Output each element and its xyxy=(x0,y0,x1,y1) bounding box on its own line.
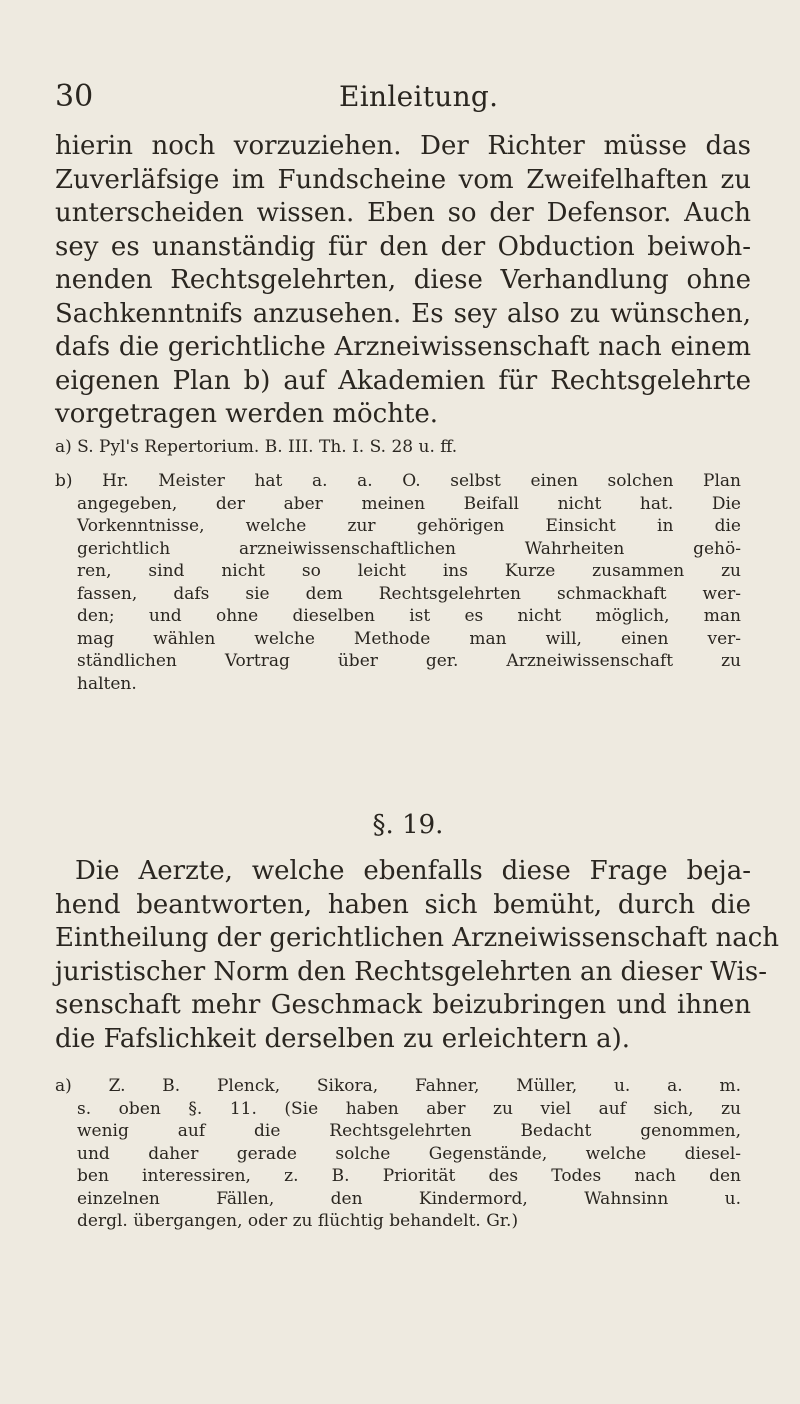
footnote-line: gerichtlich arzneiwissenschaftlichen Wahrheiten gehö- xyxy=(77,538,741,559)
text-line: Sachkenntnifs anzusehen. Es sey also zu wünschen, xyxy=(55,298,751,329)
text-line: vorgetragen werden möchte. xyxy=(55,399,439,429)
text-line: juristischer Norm den Rechtsgelehrten an dieser Wis- xyxy=(55,956,767,987)
footnote-line: b) Hr. Meister hat a. a. O. selbst einen solchen Plan xyxy=(55,471,741,491)
running-title: Einleitung. xyxy=(339,80,499,113)
footnote-line: ständlichen Vortrag über ger. Arzneiwissenschaft zu xyxy=(77,651,741,671)
text-line: hierin noch vorzuziehen. Der Richter müsse das xyxy=(55,131,751,161)
footnote-line: mag wählen welche Methode man will, einen ver- xyxy=(77,628,741,649)
text-line: Die Aerzte, welche ebenfalls diese Frage beja- xyxy=(75,856,751,886)
section-heading: §. 19. xyxy=(372,810,444,840)
paragraph-2 xyxy=(55,855,780,1056)
page-header xyxy=(55,80,745,120)
footnote-line: a) Z. B. Plenck, Sikora, Fahner, Müller, u. a. m. xyxy=(55,1076,741,1096)
text-line: hend beantworten, haben sich bemüht, durch die xyxy=(55,889,751,920)
footnote-line: dergl. übergangen, oder zu flüchtig behandelt. Gr.) xyxy=(77,1211,519,1231)
footnote-line: halten. xyxy=(77,673,137,694)
footnote-line: fassen, dafs sie dem Rechtsgelehrten schmackhaft wer- xyxy=(77,583,741,604)
footnote-a-2 xyxy=(55,1075,741,1233)
text-line: Zuverläfsige im Fundscheine vom Zweifelhaften zu xyxy=(55,164,751,195)
text-line: nenden Rechtsgelehrten, diese Verhandlung ohne xyxy=(55,265,751,295)
footnote-line: wenig auf die Rechtsgelehrten Bedacht genommen, xyxy=(77,1121,741,1141)
footnote-line: ren, sind nicht so leicht ins Kurze zusammen zu xyxy=(77,561,741,581)
text-line: Eintheilung der gerichtlichen Arzneiwissenschaft nach xyxy=(55,923,780,953)
footnote-line: einzelnen Fällen, den Kindermord, Wahnsinn u. xyxy=(77,1188,741,1209)
footnote-line: a) S. Pyl's Repertorium. B. III. Th. I. S. 28 u. ff. xyxy=(55,437,458,457)
text-line: sey es unanständig für den der Obduction beiwoh- xyxy=(55,231,751,262)
text-line: eigenen Plan b) auf Akademien für Rechtsgelehrte xyxy=(55,365,751,396)
footnote-line: ben interessiren, z. B. Priorität des Todes nach den xyxy=(77,1166,741,1186)
page-number: 30 xyxy=(55,79,94,114)
footnote-line: und daher gerade solche Gegenstände, welche diesel- xyxy=(77,1143,741,1164)
text-line: die Fafslichkeit derselben zu erleichtern a). xyxy=(55,1023,631,1054)
footnote-a-1 xyxy=(55,436,741,459)
paragraph-1 xyxy=(55,130,751,432)
footnote-line: Vorkenntnisse, welche zur gehörigen Einsicht in die xyxy=(77,516,741,536)
footnote-line: den; und ohne dieselben ist es nicht möglich, man xyxy=(77,606,741,626)
footnote-b-1 xyxy=(55,470,741,695)
footnote-line: angegeben, der aber meinen Beifall nicht hat. Die xyxy=(77,493,741,514)
text-line: senschaft mehr Geschmack beizubringen und ihnen xyxy=(55,990,751,1020)
footnote-line: s. oben §. 11. (Sie haben aber zu viel auf sich, zu xyxy=(77,1098,741,1119)
text-line: unterscheiden wissen. Eben so der Defensor. Auch xyxy=(55,198,751,228)
text-line: dafs die gerichtliche Arzneiwissenschaft nach einem xyxy=(55,332,751,362)
